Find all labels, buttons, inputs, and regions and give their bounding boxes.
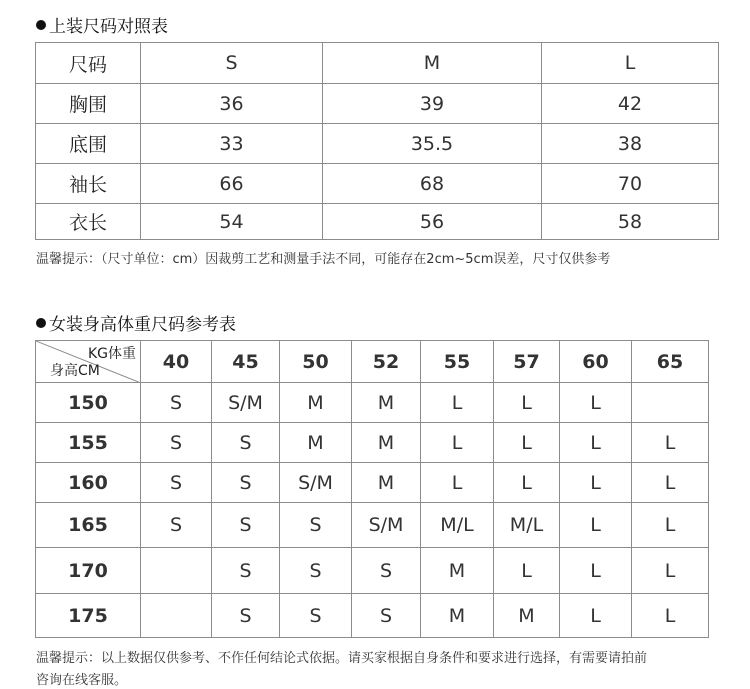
- table-row: [36, 463, 709, 503]
- table-cell: 33: [141, 124, 323, 164]
- size-cell: L: [421, 383, 494, 423]
- table-cell: 35.5: [323, 124, 542, 164]
- size-cell: L: [494, 463, 560, 503]
- size-cell: L: [494, 423, 560, 463]
- size-cell: L: [421, 423, 494, 463]
- table-cell: 39: [323, 84, 542, 124]
- size-cell: S/M: [280, 463, 352, 503]
- size-cell: S: [280, 503, 352, 548]
- height-cell: 155: [36, 423, 141, 463]
- size-cell: S: [352, 548, 421, 594]
- size-cell: M: [421, 594, 494, 638]
- size-cell: M: [421, 548, 494, 594]
- size-cell: L: [494, 383, 560, 423]
- header-cell: S: [141, 43, 323, 84]
- size-cell: M: [352, 383, 421, 423]
- size-cell: S: [212, 548, 280, 594]
- height-cell: 165: [36, 503, 141, 548]
- table-cell: 36: [141, 84, 323, 124]
- size-cell: M: [352, 423, 421, 463]
- size-cell: L: [560, 594, 632, 638]
- size-cell: L: [632, 463, 709, 503]
- size-cell: S: [141, 383, 212, 423]
- header-cell: L: [542, 43, 719, 84]
- size-cell: S: [212, 594, 280, 638]
- size-cell: L: [560, 463, 632, 503]
- table-row: [36, 124, 719, 164]
- table-cell: 70: [542, 164, 719, 204]
- table-cell: 56: [323, 204, 542, 240]
- size-cell: S: [212, 503, 280, 548]
- height-weight-note-line2: 咨询在线客服。: [36, 673, 128, 688]
- size-cell: L: [560, 548, 632, 594]
- table-cell: 58: [542, 204, 719, 240]
- size-cell: L: [632, 503, 709, 548]
- table-row: [36, 383, 709, 423]
- size-cell: L: [632, 594, 709, 638]
- size-cell: M/L: [421, 503, 494, 548]
- weight-header-cell: 65: [632, 341, 709, 383]
- size-cell: M: [494, 594, 560, 638]
- table-header-row: [36, 43, 719, 84]
- size-cell: L: [560, 503, 632, 548]
- height-weight-chart-title-text: 女装身高体重尺码参考表: [49, 315, 236, 335]
- size-cell: [632, 383, 709, 423]
- table-row: [36, 548, 709, 594]
- size-chart-title-text: 上装尺码对照表: [49, 17, 168, 37]
- bullet-icon: [36, 318, 46, 328]
- table-cell: 68: [323, 164, 542, 204]
- size-chart-note: 温馨提示：（尺寸单位：cm）因裁剪工艺和测量手法不同，可能存在2cm~5cm误差，尺寸仅供参考: [36, 252, 611, 267]
- height-weight-note-line1: 温馨提示：以上数据仅供参考、不作任何结论式依据。请买家根据自身条件和要求进行选择，有需要请拍前: [36, 651, 648, 666]
- table-cell: 54: [141, 204, 323, 240]
- size-cell: S: [212, 463, 280, 503]
- size-cell: S: [280, 594, 352, 638]
- weight-header-cell: 40: [141, 341, 212, 383]
- table-cell: 42: [542, 84, 719, 124]
- table-row: [36, 84, 719, 124]
- height-weight-table: [35, 340, 709, 638]
- table-cell: 38: [542, 124, 719, 164]
- height-cell: 150: [36, 383, 141, 423]
- size-cell: S/M: [212, 383, 280, 423]
- height-cell: 175: [36, 594, 141, 638]
- table-cell: 66: [141, 164, 323, 204]
- height-cell: 170: [36, 548, 141, 594]
- size-chart-title: [36, 12, 168, 37]
- table-row: [36, 503, 709, 548]
- size-cell: M: [280, 423, 352, 463]
- size-cell: S: [141, 503, 212, 548]
- table-row: [36, 204, 719, 240]
- size-cell: M: [280, 383, 352, 423]
- size-cell: L: [560, 383, 632, 423]
- height-weight-chart-title: [36, 310, 236, 335]
- size-cell: S: [212, 423, 280, 463]
- size-chart-table: [35, 42, 719, 240]
- weight-header-cell: 50: [280, 341, 352, 383]
- height-axis-label: 身高CM: [50, 363, 100, 379]
- table-row: [36, 423, 709, 463]
- size-cell: M/L: [494, 503, 560, 548]
- size-cell: S: [141, 423, 212, 463]
- weight-header-cell: 52: [352, 341, 421, 383]
- weight-header-cell: 55: [421, 341, 494, 383]
- row-label: 袖长: [36, 164, 141, 204]
- height-cell: 160: [36, 463, 141, 503]
- table-header-row: [36, 341, 709, 383]
- header-cell: 尺码: [36, 43, 141, 84]
- size-cell: S: [141, 463, 212, 503]
- row-label: 底围: [36, 124, 141, 164]
- size-cell: S: [280, 548, 352, 594]
- size-cell: S: [352, 594, 421, 638]
- row-label: 胸围: [36, 84, 141, 124]
- size-cell: S/M: [352, 503, 421, 548]
- size-cell: L: [494, 548, 560, 594]
- size-cell: L: [560, 423, 632, 463]
- table-row: [36, 594, 709, 638]
- size-cell: [141, 594, 212, 638]
- size-cell: M: [352, 463, 421, 503]
- table-row: [36, 164, 719, 204]
- bullet-icon: [36, 20, 46, 30]
- size-cell: L: [632, 423, 709, 463]
- size-cell: [141, 548, 212, 594]
- weight-header-cell: 45: [212, 341, 280, 383]
- corner-cell: [36, 341, 141, 383]
- size-cell: L: [421, 463, 494, 503]
- header-cell: M: [323, 43, 542, 84]
- size-cell: L: [632, 548, 709, 594]
- weight-header-cell: 57: [494, 341, 560, 383]
- weight-axis-label: KG体重: [87, 346, 136, 362]
- weight-header-cell: 60: [560, 341, 632, 383]
- row-label: 衣长: [36, 204, 141, 240]
